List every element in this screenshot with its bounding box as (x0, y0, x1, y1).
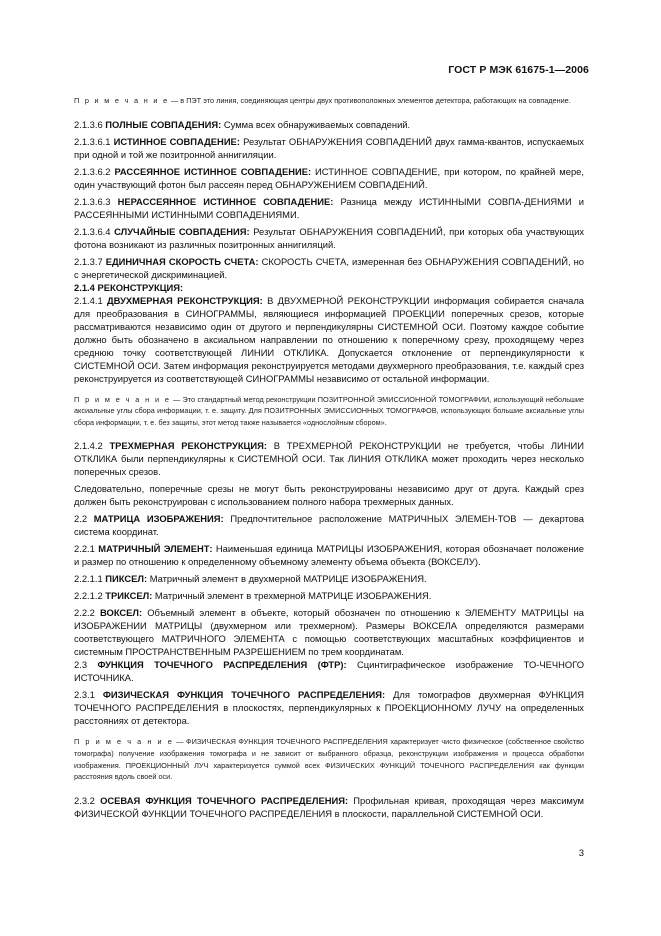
clause-number: 2.1.4.2 (74, 440, 103, 452)
clause-text: Матричный элемент в двухмерной МАТРИЦЕ ИЗОБРАЖЕНИЯ. (147, 573, 427, 585)
clause-text: Результат ОБНАРУЖЕНИЯ СОВПАДЕНИЙ, при которых оба участвующих фотона возникают из различных позитронных аннигиляций. (74, 225, 585, 250)
clause-2-3-1 (74, 688, 584, 727)
clause-term: ТРИКСЕЛ: (105, 590, 153, 602)
clause-number: 2.3.2 (74, 794, 95, 806)
note-text: — Это стандартный метод реконструкции ПОЗИТРОННОЙ ЭМИССИОННОЙ ТОМОГРАФИИ, использующий небольшие аксиальные углы сбора информации, т. е. защиту. Для ПОЗИТРОННЫХ ЭМИССИОННЫХ ТОМОГРАФОВ, использующих большие аксиальные углы сбора информации, т. е. без защиты, этот метод также называется «однослойным сбором». (74, 394, 584, 427)
page-number: 3 (578, 848, 584, 859)
clause-number: 2.1.3.6.3 (74, 195, 111, 207)
clause-text: Матричный элемент в трехмерной МАТРИЦЕ ИЗОБРАЖЕНИЯ. (152, 590, 432, 602)
clause-term: МАТРИЧНЫЙ ЭЛЕМЕНТ: (98, 543, 213, 555)
note-paragraph (74, 95, 584, 107)
clause-2-1-3-6-2 (74, 165, 584, 191)
note-head: П р и м е ч а н и е (74, 394, 171, 404)
note-head: П р и м е ч а н и е (74, 737, 174, 747)
clause-2-2-2 (74, 606, 584, 658)
clause-term: ФУНКЦИЯ ТОЧЕЧНОГО РАСПРЕДЕЛЕНИЯ (ФТР): (97, 659, 347, 671)
clause-2-1-3-6-1 (74, 135, 584, 161)
clause-number: 2.1.3.6.2 (74, 165, 111, 177)
note-head: П р и м е ч а н и е (74, 96, 169, 105)
clause-number: 2.1.3.6 (74, 118, 103, 130)
clause-term: ВОКСЕЛ: (99, 607, 143, 619)
clause-term: ПОЛНЫЕ СОВПАДЕНИЯ: (105, 118, 222, 130)
clause-term: РЕКОНСТРУКЦИЯ: (97, 281, 184, 293)
clause-term: НЕРАССЕЯННОЕ ИСТИННОЕ СОВПАДЕНИЕ: (117, 195, 334, 207)
clause-number: 2.3.1 (74, 689, 95, 701)
clause-text: Сумма всех обнаруживаемых совпадений. (221, 118, 411, 130)
clause-term: ЕДИНИЧНАЯ СКОРОСТЬ СЧЕТА: (105, 255, 259, 267)
clause-2-2-1-2 (74, 589, 584, 602)
clause-number: 2.1.4.1 (74, 294, 103, 306)
clause-text: Наименьшая единица МАТРИЦЫ ИЗОБРАЖЕНИЯ, которая обозначает положение и размер по отношению к определенному объемному элементу объема объекта (ВОКСЕЛУ). (74, 543, 584, 568)
clause-2-1-3-6-3 (74, 195, 584, 221)
clause-term: РАССЕЯННОЕ ИСТИННОЕ СОВПАДЕНИЕ: (114, 165, 312, 177)
clause-2-1-4-1 (74, 294, 584, 385)
clause-text: Профильная кривая, проходящая через максимум ФИЗИЧЕСКОЙ ФУНКЦИИ ТОЧЕЧНОГО РАСПРЕДЕЛЕНИЯ в плоскости, параллельной СИСТЕМНОЙ ОСИ. (74, 794, 585, 819)
clause-2-3-2 (74, 794, 584, 820)
document-body (74, 95, 584, 820)
clause-term: ОСЕВАЯ ФУНКЦИЯ ТОЧЕЧНОГО РАСПРЕДЕЛЕНИЯ: (100, 794, 349, 806)
clause-text: ИСТИННОЕ СОВПАДЕНИЕ, при котором, по крайней мере, один участвующий фотон был рассеян перед ОБНАРУЖЕНИЕМ СОВПАДЕНИЙ. (74, 165, 584, 190)
clause-2-1-4 (74, 281, 584, 294)
clause-text: Сцинтиграфическое изображение ТО-ЧЕЧНОГО ИСТОЧНИКА. (74, 659, 585, 684)
note-text: — в ПЭТ это линия, соединяющая центры двух противоположных элементов детектора, работающих на совпадение. (168, 96, 571, 105)
clause-2-1-3-6-4 (74, 225, 584, 251)
clause-term: ИСТИННОЕ СОВПАДЕНИЕ: (113, 135, 240, 147)
document-header: ГОСТ Р МЭК 61675-1—2006 (448, 64, 589, 76)
continuation-paragraph (74, 482, 584, 508)
clause-2-1-3-7 (74, 255, 584, 281)
clause-number: 2.1.3.7 (74, 255, 103, 267)
clause-number: 2.1.3.6.4 (74, 225, 111, 237)
clause-term: ДВУХМЕРНАЯ РЕКОНСТРУКЦИЯ: (107, 294, 263, 306)
clause-text: Следовательно, поперечные срезы не могут быть реконструированы независимо друг от друга. Каждый срез должен быть реконструирован с использованием полного набора трехмерных данных. (74, 483, 584, 508)
clause-2-2 (74, 512, 584, 538)
clause-number: 2.3 (74, 659, 88, 671)
clause-number: 2.2 (74, 513, 88, 525)
clause-number: 2.1.4 (74, 281, 95, 293)
clause-number: 2.2.1.2 (74, 590, 103, 602)
clause-number: 2.1.3.6.1 (74, 135, 111, 147)
clause-text: Объемный элемент в объекте, который обозначен по отношению к ЭЛЕМЕНТУ МАТРИЦЫ на ИЗОБРАЖЕНИИ МАТРИЦЫ (двухмерном или трехмерном). Размеры ВОКСЕЛА определяются размерами соответствующего МАТРИЧНОГО ЭЛЕМЕНТА с помощью соответствующих масштабных коэффициентов и системным ПРОСТРАНСТВЕННЫМ РАЗРЕШЕНИЕМ по трем координатам. (74, 607, 585, 658)
clause-2-3 (74, 658, 584, 684)
clause-2-1-4-2 (74, 439, 584, 478)
clause-2-2-1 (74, 542, 584, 568)
clause-2-1-3-6 (74, 118, 584, 131)
clause-term: ТРЕХМЕРНАЯ РЕКОНСТРУКЦИЯ: (109, 440, 267, 452)
clause-text: Разница между ИСТИННЫМИ СОВПА-ДЕНИЯМИ и РАССЕЯННЫМИ ИСТИННЫМИ СОВПАДЕНИЯМИ. (74, 195, 585, 220)
clause-2-2-1-1 (74, 572, 584, 585)
clause-term: ФИЗИЧЕСКАЯ ФУНКЦИЯ ТОЧЕЧНОГО РАСПРЕДЕЛЕНИЯ: (102, 689, 386, 701)
clause-text: Результат ОБНАРУЖЕНИЯ СОВПАДЕНИЙ двух гамма-квантов, испускаемых при одной и той же позитронной аннигиляции. (74, 135, 584, 160)
clause-number: 2.2.2 (74, 607, 95, 619)
clause-text: СКОРОСТЬ СЧЕТА, измеренная без ОБНАРУЖЕНИЯ СОВПАДЕНИЙ, но с энергетической дискриминацией. (74, 255, 584, 280)
clause-number: 2.2.1.1 (74, 573, 103, 585)
clause-text: Для томографов двухмерная ФУНКЦИЯ ТОЧЕЧНОГО РАСПРЕДЕЛЕНИЯ в плоскостях, перпендикулярных к ПРОЕКЦИОННОМУ ЛУЧУ на определенных расстояниях от детектора. (74, 689, 584, 727)
clause-text: В ТРЕХМЕРНОЙ РЕКОНСТРУКЦИИ не требуется, чтобы ЛИНИИ ОТКЛИКА были перпендикулярны к СИСТЕМНОЙ ОСИ. Так ЛИНИЯ ОТКЛИКА может проходить через несколько поперечных срезов. (74, 440, 584, 478)
clause-text: В ДВУХМЕРНОЙ РЕКОНСТРУКЦИИ информация собирается сначала для преобразования в СИНОГРАММЫ, являющиеся информацией ПРОЕКЦИИ поперечных срезов, которые рассматриваются независимо один от другого и перпендикулярны СИСТЕМНОЙ ОСИ. Поэтому каждое событие должно быть обозначено в аксиальном направлении по отношению к поперечному срезу, проходящему через среднюю точку соответствующей ЛИНИИ ОТКЛИКА. Допускается отклонение от перпендикулярности к СИСТЕМНОЙ ОСИ. Затем информация реконструируется методами двухмерного преобразования, т.е. каждый срез реконструируется из соответствующей СИНОГРАММЫ независимо от остальной информации. (74, 294, 584, 384)
note-paragraph (74, 736, 584, 782)
clause-term: СЛУЧАЙНЫЕ СОВПАДЕНИЯ: (114, 225, 250, 237)
note-paragraph (74, 394, 584, 429)
clause-term: ПИКСЕЛ: (105, 573, 148, 585)
note-text: — ФИЗИЧЕСКАЯ ФУНКЦИЯ ТОЧЕЧНОГО РАСПРЕДЕЛЕНИЯ характеризует чисто физическое (собственное свойство томографа) получение изображения томографа и не зависит от выбранного образца, реконструкции изображения и процесса обработки изображения. ПРОЕКЦИОННЫЙ ЛУЧ характеризуется суммой всех ФИЗИЧЕСКИХ ФУНКЦИЙ ТОЧЕЧНОГО РАСПРЕДЕЛЕНИЯ как функции расстояния вдоль своей оси. (74, 737, 584, 782)
clause-term: МАТРИЦА ИЗОБРАЖЕНИЯ: (93, 513, 224, 525)
clause-number: 2.2.1 (74, 543, 95, 555)
clause-text: Предпочтительное расположение МАТРИЧНЫХ ЭЛЕМЕН-ТОВ — декартова система координат. (74, 513, 584, 538)
